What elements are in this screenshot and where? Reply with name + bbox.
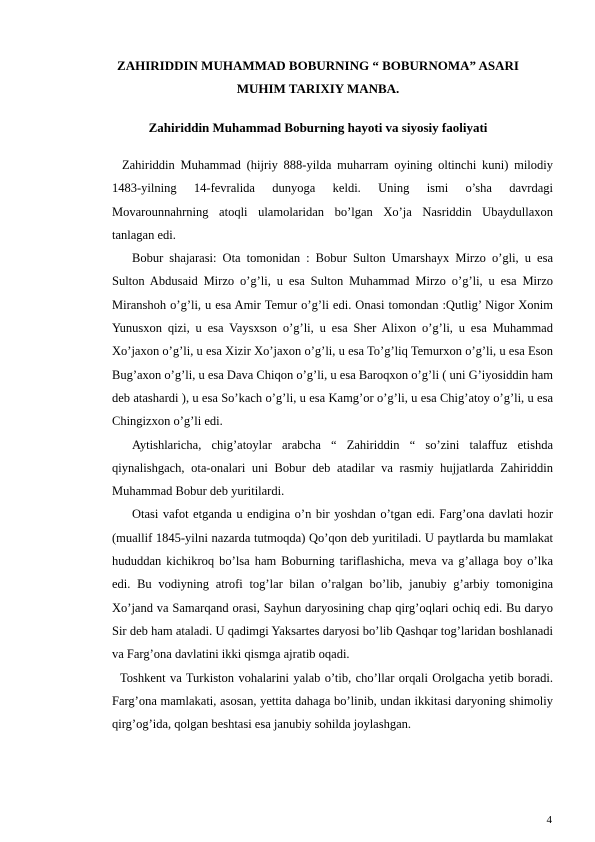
page-number: 4 [546,814,552,826]
paragraph-tashkent: Toshkent va Turkiston vohalarini yalab o’tib, cho’llar orqali Orolgacha yetib boradi. Farg’ona mamlakati, asosan, yettita dahaga bo’linib, undan ikkitasi daryoning shimoliy qirg’og’ida, qolgan beshtasi esa janubiy sohilda joylashgan. [112,670,553,732]
body-text [112,154,553,736]
paragraph-genealogy: Bobur shajarasi: Ota tomonidan : Bobur Sulton Umarshayx Mirzo o’gli, u esa Sulton Abdusaid Mirzo o’g’li, u esa Sulton Muhammad Mirzo o’g’li, u esa Mirzo Miranshoh o’g’li, u esa Amir Temur o’g’li edi. Onasi tomondan :Qutlig’ Nigor Xonim Yunusxon qizi, u esa Vaysxson o’g’li, u esa Sher Alixon o’g’li, u esa Muhammad Xo’jaxon o’g’li, u esa Xizir Xo’jaxon o’g’li, u esa To’g’liq Temurxon o’g’li, u esa Eson Bug’axon o’g’li, u esa Dava Chiqon o’g’li, u esa Baroqxon o’g’li ( uni G’iyosiddin ham deb atashardi ), u esa So’kach o’g’li, u esa Kamg’or o’g’li, u esa Chig’atoy o’g’li, u esa Chingizxon o’g’li edi. [112,251,553,429]
document-title: ZAHIRIDDIN MUHAMMAD BOBURNING “ BOBURNOMA” ASARI MUHIM TARIXIY MANBA. [117,58,519,96]
section-heading: Zahiriddin Muhammad Boburning hayoti va siyosiy faoliyati [148,120,488,135]
paragraph-birth: Zahiriddin Muhammad (hijriy 888-yilda muharram oyining oltinchi kuni) milodiy 1483-yilning 14-fevralida dunyoga keldi. Uning ismi o’sha davrdagi Movarounnahrning atoqli ulamolaridan bo’lgan Xo’ja Nasriddin Ubaydullaxon tanlagan edi. [112,158,553,242]
paragraph-name-origin: Aytishlaricha, chig’atoylar arabcha “ Zahiriddin “ so’zini talaffuz etishda qiynalishgach, ota-onalari uni Bobur deb atadilar va rasmiy hujjatlarda Zahiriddin Muhammad Bobur deb yuritilardi. [112,437,553,499]
paragraph-fergana: Otasi vafot etganda u endigina o’n bir yoshdan o’tgan edi. Farg’ona davlati hozir (muallif 1845-yilni nazarda tutmoqda) Qo’qon deb yuritiladi. U paytlarda bu mamlakat hududdan kichikroq bo’lsa ham Boburning tariflashicha, meva va g’allaga boy o’lka edi. Bu vodiyning atrofi tog’lar bilan o’ralgan bo’lib, janubiy g’arbiy tomonigina Xo’jand va Samarqand orasi, Sayhun daryosining chap qirg’oqlari ochiq edi. Bu daryo Sir deb ham ataladi. U qadimgi Yaksartes daryosi bo’lib Qashqar tog’laridan boshlanadi va Farg’ona davlatini ikki qismga ajratib oqadi. [112,507,553,662]
